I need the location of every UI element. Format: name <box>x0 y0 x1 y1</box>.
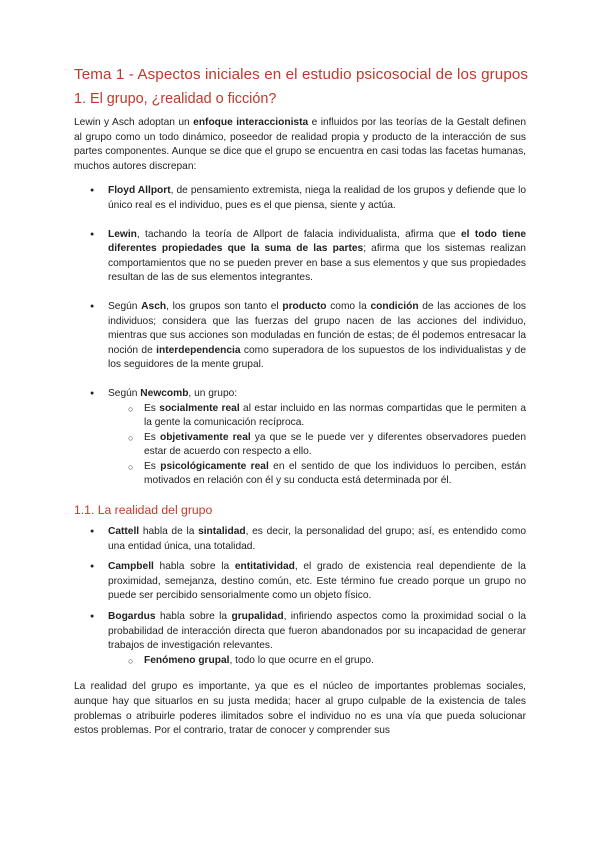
sublist-item: ○ Es socialmente real al estar incluido en las normas compartidas que le permiten a la gente la comunicación recíproca. <box>74 402 526 431</box>
sublist-item: ○ Es objetivamente real ya que se le puede ver y diferentes observadores pueden estar de acuerdo con respecto a ello. <box>74 431 526 460</box>
document-title: Tema 1 - Aspectos iniciales en el estudio psicosocial de los grupos <box>74 66 529 83</box>
section-1-intro: Lewin y Asch adoptan un enfoque interaccionista e influidos por las teorías de la Gestalt definen al grupo como un todo dinámico, poseedor de realidad propia y producto de la interacción de sus partes componentes. Aunque se dice que el grupo se encuentra en casi todas las facetas humanas, muchos autores discrepan: <box>74 117 526 172</box>
bogardus-sublist <box>74 654 526 669</box>
authors-list <box>74 184 526 401</box>
section-1-heading: 1. El grupo, ¿realidad o ficción? <box>74 91 277 107</box>
section-1-1-heading: 1.1. La realidad del grupo <box>74 503 213 518</box>
closing-paragraph: La realidad del grupo es importante, ya que es el núcleo de importantes problemas sociales, aunque hay que situarlos en su justa medida; hacer al grupo culpable de la existencia de tales problemas o atribuirle poderes ilimitados sobre el individuo no es una vía que pueda solucionar estos problemas. Por el contrario, tratar de conocer y comprender sus <box>74 681 526 737</box>
list-item-campbell: ● Campbell habla sobre la entitatividad, el grado de existencia real dependiente de la proximidad, semejanza, destino común, etc. Este término fue creado porque un grupo no puede ser percibido sensorialmente como un objeto físico. <box>74 560 526 604</box>
sublist-item: ○ Es psicológicamente real en el sentido de que los individuos lo perciben, están motivados en relación con él y su conducta está determinada por él. <box>74 460 526 489</box>
reality-list <box>74 525 526 654</box>
newcomb-sublist <box>74 402 526 490</box>
list-item-asch: ● Según Asch, los grupos son tanto el producto como la condición de las acciones de los individuos; considera que las fuerzas del grupo nacen de las acciones del individuo, mientras que sus acciones son moduladas en función de estas; de él podemos entresacar la noción de interdependencia como superadora de los supuestos de los individualistas y de los seguidores de la mente grupal. <box>74 300 526 373</box>
list-item-cattell: ● Cattell habla de la sintalidad, es decir, la personalidad del grupo; así, es entendido como una entidad única, una totalidad. <box>74 525 526 554</box>
list-item-lewin: ● Lewin, tachando la teoría de Allport de falacia individualista, afirma que el todo tiene diferentes propiedades que la suma de las partes; afirma que los sistemas realizan comportamientos que no se pueden prever en base a sus elementos y que sus propiedades resultan de las de sus elementos integrantes. <box>74 228 526 286</box>
sublist-item: ○ Fenómeno grupal, todo lo que ocurre en el grupo. <box>74 654 526 669</box>
list-item-allport: ● Floyd Allport, de pensamiento extremista, niega la realidad de los grupos y defiende que lo único real es el individuo, pues es el que piensa, siente y actúa. <box>74 184 526 213</box>
list-item-bogardus: ● Bogardus habla sobre la grupalidad, infiriendo aspectos como la proximidad social o la probabilidad de interacción directa que fueron abandonados por su incapacidad de generar trabajos de investigación relevantes. <box>74 610 526 654</box>
list-item-newcomb: ● Según Newcomb, un grupo: <box>74 387 526 402</box>
